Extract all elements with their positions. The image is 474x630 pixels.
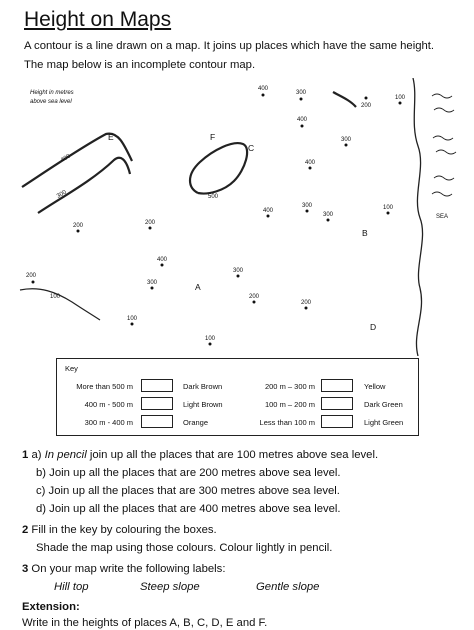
svg-text:400: 400 xyxy=(263,208,274,214)
key-range: 300 m - 400 m xyxy=(84,418,133,427)
map-note-line-1: Height in metres xyxy=(30,90,74,96)
svg-text:300: 300 xyxy=(147,280,158,286)
spot-height xyxy=(249,294,260,304)
place-letter-f: F xyxy=(210,132,216,142)
colour-key xyxy=(56,358,419,436)
svg-text:200: 200 xyxy=(145,220,156,226)
spot-height xyxy=(127,316,138,326)
svg-text:200: 200 xyxy=(26,273,37,279)
spot-height xyxy=(26,273,37,284)
key-colour-name: Orange xyxy=(183,418,209,427)
contour-line-top-right xyxy=(333,92,356,107)
key-colour-box[interactable] xyxy=(321,397,353,410)
place-letter-c: C xyxy=(248,143,255,153)
spot-height xyxy=(361,97,372,110)
spot-height xyxy=(157,257,168,267)
spot-height xyxy=(233,268,244,278)
svg-text:100: 100 xyxy=(127,316,138,322)
spot-height xyxy=(297,117,308,128)
label-hill-top: Hill top xyxy=(54,581,89,593)
contour-line-500 xyxy=(190,143,247,193)
question-1b: b) Join up all the places that are 200 metres above sea level. xyxy=(36,467,341,479)
contour-label-500: 500 xyxy=(208,194,219,200)
question-2-line-2: Shade the map using those colours. Colour lightly in pencil. xyxy=(36,542,333,554)
spot-height xyxy=(305,160,316,170)
map-note-line-2: above sea level xyxy=(30,99,72,105)
key-range: 400 m - 500 m xyxy=(84,400,133,409)
key-colour-box[interactable] xyxy=(141,415,173,428)
svg-text:300: 300 xyxy=(341,137,352,143)
contour-line-300 xyxy=(38,158,130,213)
key-colour-box[interactable] xyxy=(321,379,353,392)
key-range: Less than 100 m xyxy=(259,418,315,427)
contour-label-100: 100 xyxy=(50,294,61,300)
key-colour-name: Light Brown xyxy=(183,400,223,409)
key-colour-name: Yellow xyxy=(364,382,386,391)
coastline xyxy=(413,78,423,356)
intro-line-1: A contour is a line drawn on a map. It joins up places which have the same height. xyxy=(24,40,435,52)
key-range: 100 m – 200 m xyxy=(264,400,315,409)
spot-height xyxy=(323,212,334,222)
place-letter-e: E xyxy=(108,132,114,142)
question-1d: d) Join up all the places that are 400 metres above sea level. xyxy=(36,503,341,515)
place-letter-a: A xyxy=(195,282,201,292)
label-steep-slope: Steep slope xyxy=(140,581,200,593)
spot-height xyxy=(296,90,307,101)
key-title: Key xyxy=(65,364,78,373)
spot-height xyxy=(73,223,84,233)
spot-height xyxy=(395,95,406,105)
spot-height xyxy=(147,280,158,290)
spot-height xyxy=(383,205,394,215)
label-gentle-slope: Gentle slope xyxy=(256,581,320,593)
question-3: 3 On your map write the following labels: xyxy=(22,563,226,575)
svg-text:400: 400 xyxy=(157,257,168,263)
intro-line-2: The map below is an incomplete contour map. xyxy=(24,59,256,71)
key-colour-name: Dark Green xyxy=(364,400,403,409)
contour-label-400: 400 xyxy=(60,153,72,164)
spot-height xyxy=(258,86,269,97)
svg-text:200: 200 xyxy=(361,103,372,109)
svg-text:200: 200 xyxy=(249,294,260,300)
key-colour-box[interactable] xyxy=(141,397,173,410)
key-colour-box[interactable] xyxy=(321,415,353,428)
place-letter-d: D xyxy=(370,322,377,332)
key-range: 200 m – 300 m xyxy=(264,382,315,391)
sea-waves xyxy=(432,94,456,196)
contour-label-300: 300 xyxy=(56,189,68,200)
spot-height xyxy=(145,220,156,230)
key-colour-name: Light Green xyxy=(364,418,404,427)
svg-text:200: 200 xyxy=(301,300,312,306)
spot-height xyxy=(263,208,274,218)
svg-text:400: 400 xyxy=(258,86,269,92)
place-letter-b: B xyxy=(362,228,368,238)
page-title: Height on Maps xyxy=(24,8,172,31)
svg-text:300: 300 xyxy=(323,212,334,218)
contour-line-400 xyxy=(22,134,132,187)
key-range: More than 500 m xyxy=(76,382,133,391)
sea-label: SEA xyxy=(436,214,449,220)
svg-text:300: 300 xyxy=(233,268,244,274)
spot-height xyxy=(205,336,216,346)
question-1c: c) Join up all the places that are 300 metres above sea level. xyxy=(36,485,340,497)
question-2: 2 Fill in the key by colouring the boxes. xyxy=(22,524,217,536)
extension-heading: Extension: xyxy=(22,601,80,613)
svg-text:300: 300 xyxy=(302,203,313,209)
contour-map xyxy=(0,78,474,356)
svg-text:400: 400 xyxy=(305,160,316,166)
svg-text:200: 200 xyxy=(73,223,84,229)
svg-text:100: 100 xyxy=(205,336,216,342)
key-colour-box[interactable] xyxy=(141,379,173,392)
svg-text:100: 100 xyxy=(395,95,406,101)
spot-height xyxy=(341,137,352,147)
spot-height xyxy=(302,203,313,213)
spot-height xyxy=(301,300,312,310)
key-colour-name: Dark Brown xyxy=(183,382,223,391)
svg-text:100: 100 xyxy=(383,205,394,211)
question-1a: 1 a) In pencil join up all the places that are 100 metres above sea level. xyxy=(22,449,379,461)
svg-text:400: 400 xyxy=(297,117,308,123)
extension-text: Write in the heights of places A, B, C, D, E and F. xyxy=(22,617,268,629)
svg-text:300: 300 xyxy=(296,90,307,96)
